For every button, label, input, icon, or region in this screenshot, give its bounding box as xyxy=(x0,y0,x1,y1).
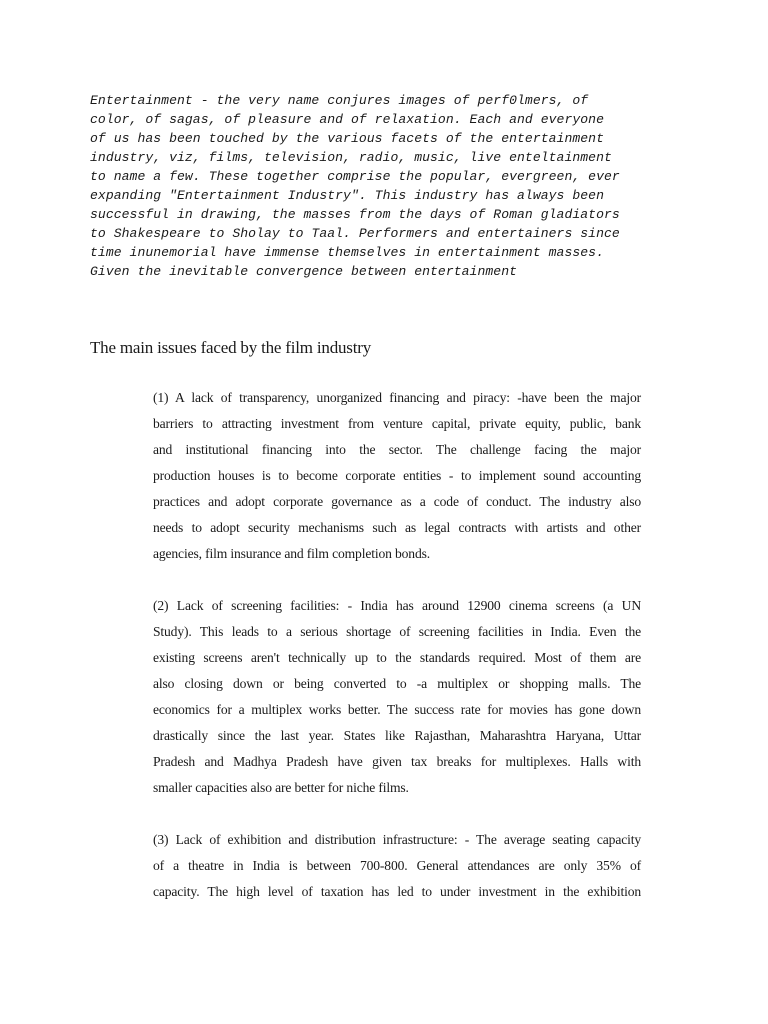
issue-line: of a theatre in India is between 700-800. General attendances are only 35% of xyxy=(153,858,641,873)
issue-line: also closing down or being converted to -a multiplex or shopping malls. The xyxy=(153,676,641,691)
issue-line: barriers to attracting investment from venture capital, private equity, public, bank xyxy=(153,416,641,431)
issue-paragraph-2 xyxy=(153,593,641,801)
issue-line: (1) A lack of transparency, unorganized financing and piracy: -have been the major xyxy=(153,390,641,405)
issue-line: existing screens aren't technically up to the standards required. Most of them are xyxy=(153,650,641,665)
intro-line: color, of sagas, of pleasure and of relaxation. Each and everyone xyxy=(90,112,604,127)
issue-line: needs to adopt security mechanisms such as legal contracts with artists and other xyxy=(153,520,641,535)
issue-paragraph-1 xyxy=(153,385,641,567)
intro-line: of us has been touched by the various facets of the entertainment xyxy=(90,131,604,146)
intro-line: industry, viz, films, television, radio, music, live enteltainment xyxy=(90,150,612,165)
issue-line: economics for a multiplex works better. The success rate for movies has gone down xyxy=(153,702,641,717)
issue-line: drastically since the last year. States like Rajasthan, Maharashtra Haryana, Uttar xyxy=(153,728,641,743)
intro-line: successful in drawing, the masses from the days of Roman gladiators xyxy=(90,207,620,222)
intro-line: expanding "Entertainment Industry". This industry has always been xyxy=(90,188,604,203)
issues-list xyxy=(153,385,641,905)
intro-line: to name a few. These together comprise the popular, evergreen, ever xyxy=(90,169,620,184)
issue-paragraph-3 xyxy=(153,827,641,905)
section-heading: The main issues faced by the film industry xyxy=(90,338,372,357)
issue-line: production houses is to become corporate entities - to implement sound accounting xyxy=(153,468,641,483)
intro-line: Entertainment - the very name conjures images of perf0lmers, of xyxy=(90,93,589,108)
issue-line: practices and adopt corporate governance as a code of conduct. The industry also xyxy=(153,494,641,509)
issue-line: Pradesh and Madhya Pradesh have given tax breaks for multiplexes. Halls with xyxy=(153,754,641,769)
issue-line: (2) Lack of screening facilities: - India has around 12900 cinema screens (a UN xyxy=(153,598,641,613)
intro-line: Given the inevitable convergence between entertainment xyxy=(90,264,518,279)
issue-line: and institutional financing into the sector. The challenge facing the major xyxy=(153,442,641,457)
intro-line: time inunemorial have immense themselves in entertainment masses. xyxy=(90,245,604,260)
issue-line: (3) Lack of exhibition and distribution infrastructure: - The average seating capacity xyxy=(153,832,641,847)
issue-line: agencies, film insurance and film completion bonds. xyxy=(153,546,430,561)
issue-line: smaller capacities also are better for niche films. xyxy=(153,780,409,795)
issue-line: capacity. The high level of taxation has led to under investment in the exhibition xyxy=(153,884,641,899)
issue-line: Study). This leads to a serious shortage of screening facilities in India. Even the xyxy=(153,624,641,639)
intro-paragraph xyxy=(90,91,680,281)
intro-line: to Shakespeare to Sholay to Taal. Performers and entertainers since xyxy=(90,226,620,241)
